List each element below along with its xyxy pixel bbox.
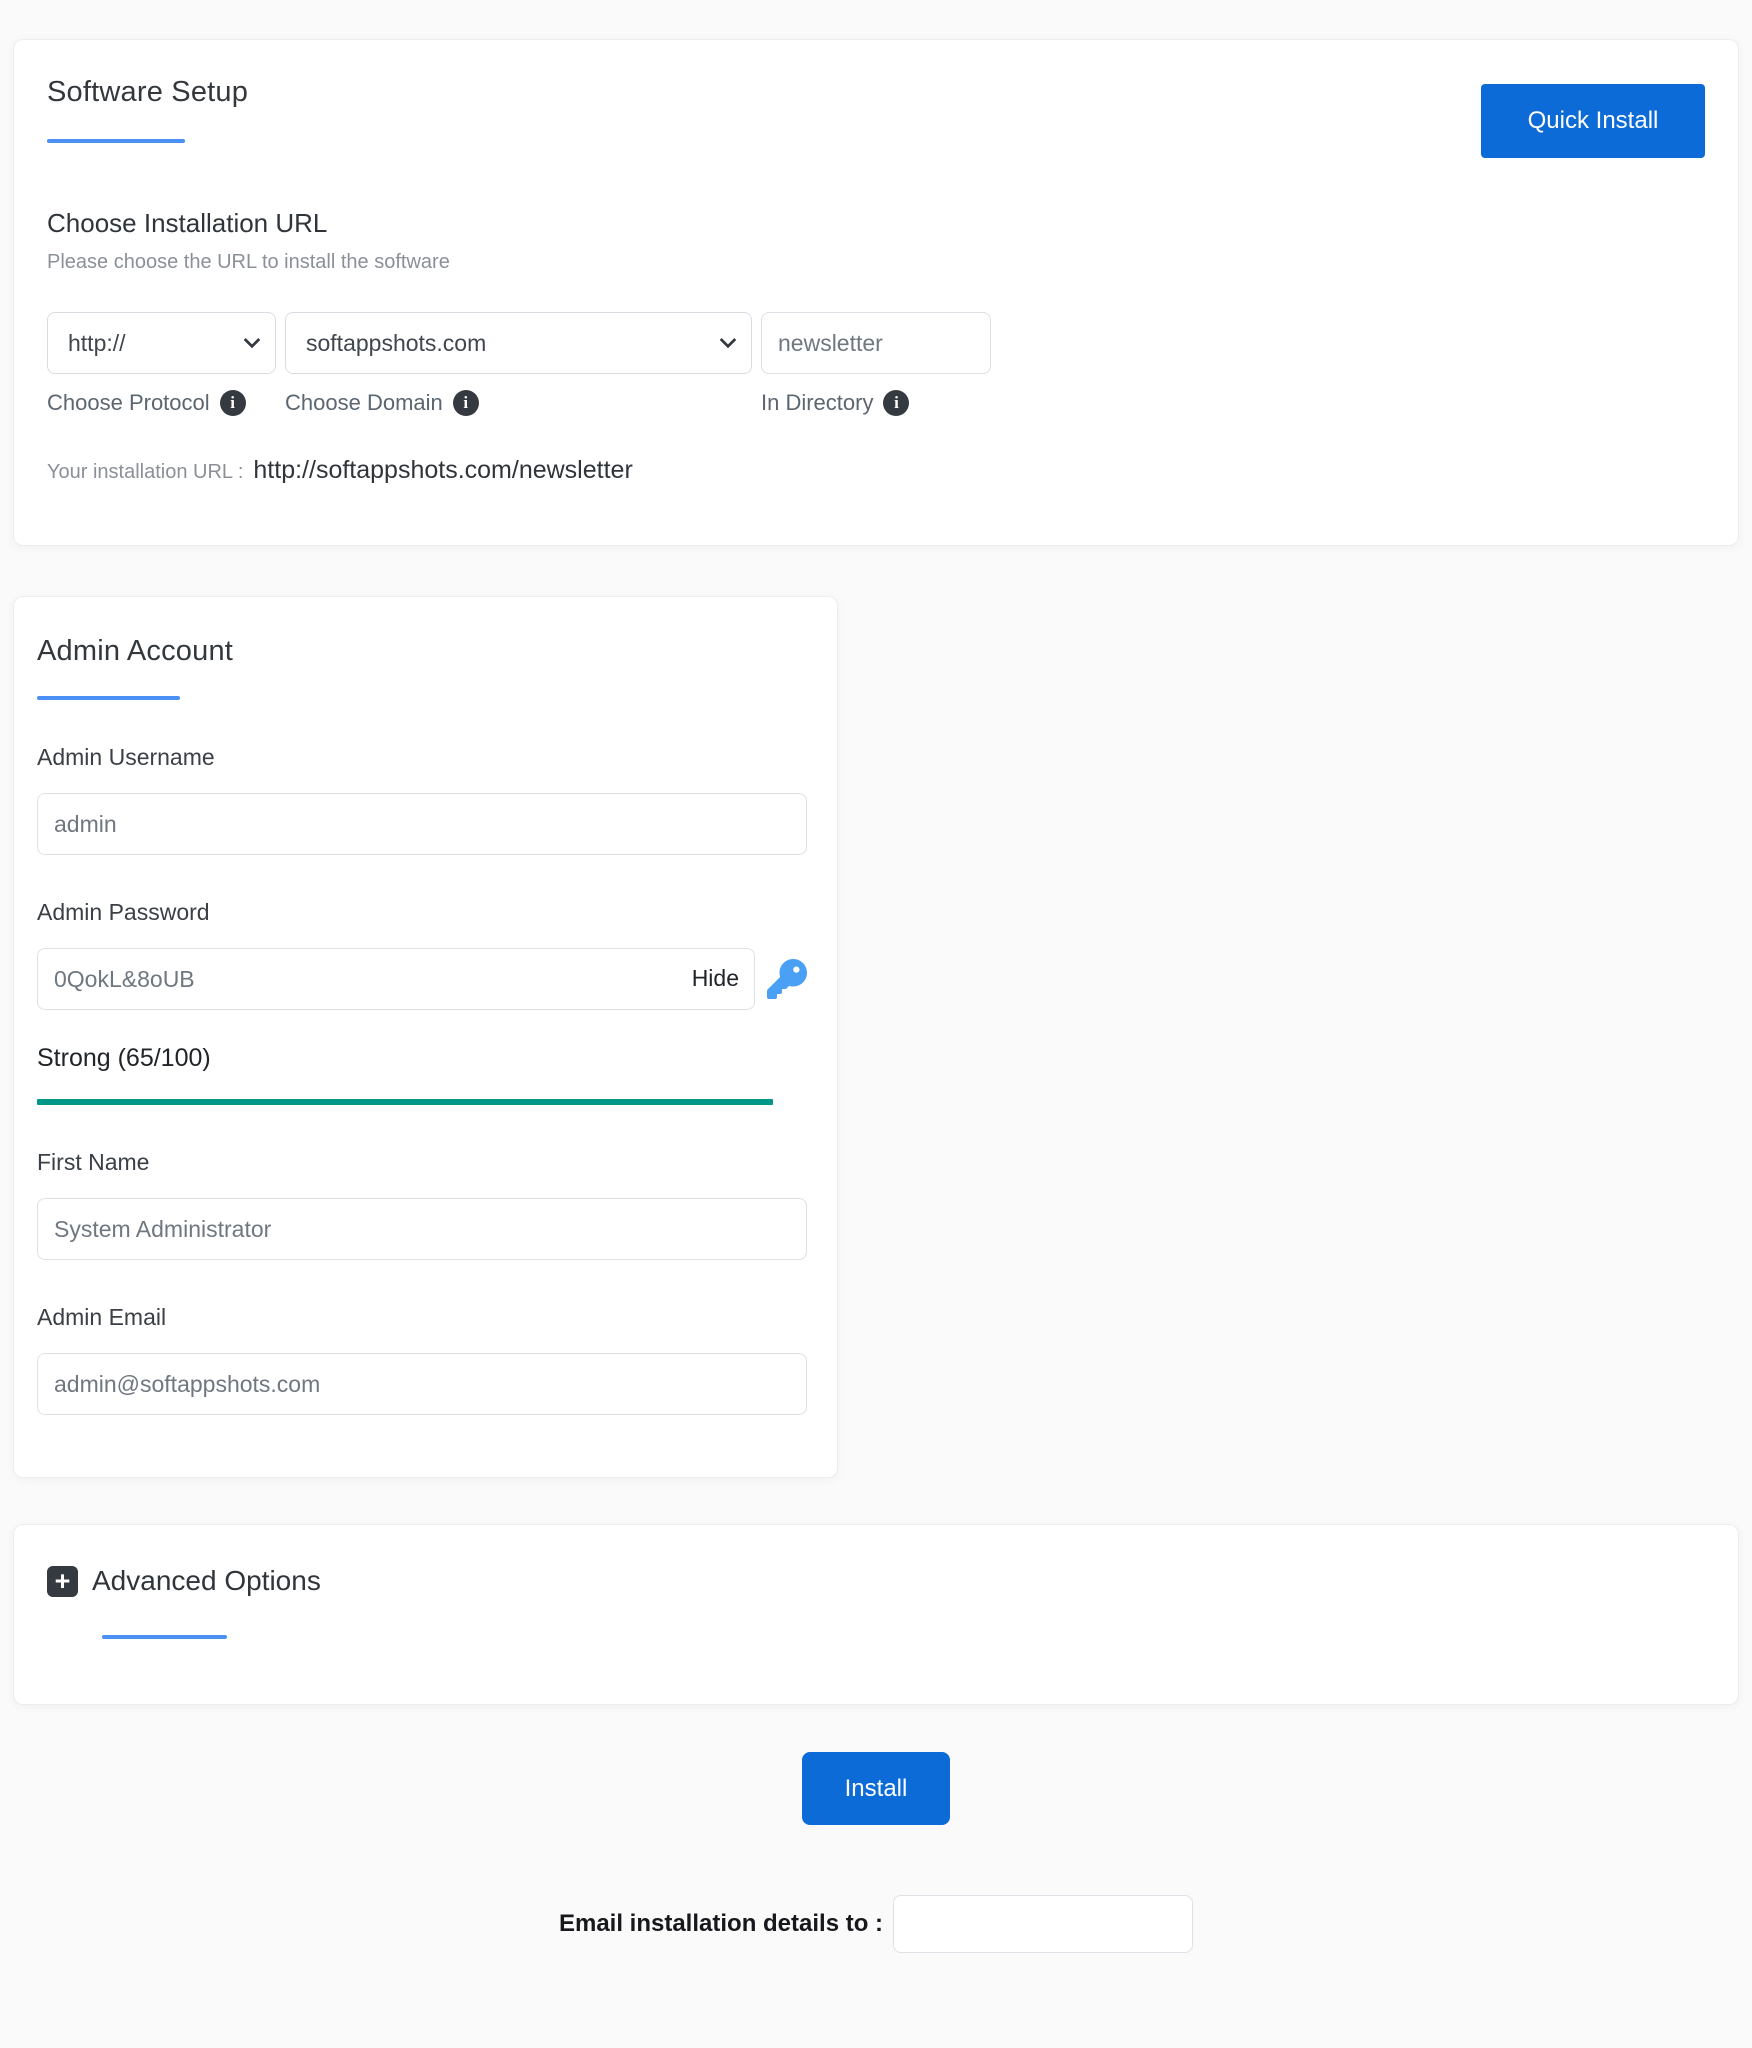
title-underline [47, 139, 185, 143]
protocol-select-wrap [47, 312, 276, 374]
installation-url-result-value: http://softappshots.com/newsletter [253, 456, 633, 484]
email-details-row [0, 1895, 1752, 2048]
software-setup-title-block [47, 76, 248, 143]
first-name-label: First Name [37, 1149, 150, 1175]
info-icon[interactable]: i [220, 390, 246, 416]
install-row [0, 1752, 1752, 1825]
admin-password-row [37, 948, 807, 1010]
admin-username-input[interactable] [37, 793, 807, 855]
choose-installation-url-heading: Choose Installation URL [47, 208, 328, 238]
installation-url-result [47, 456, 1705, 485]
in-directory-label: In Directory [761, 390, 874, 415]
admin-account-card [13, 596, 838, 1478]
choose-domain-label: Choose Domain [285, 390, 443, 415]
software-setup-card [13, 39, 1739, 546]
admin-email-input[interactable] [37, 1353, 807, 1415]
advanced-options-card [13, 1524, 1739, 1705]
admin-username-label: Admin Username [37, 744, 215, 770]
choose-protocol-label: Choose Protocol [47, 390, 210, 415]
in-directory-label-group [761, 390, 991, 416]
expand-plus-icon[interactable]: + [47, 1566, 78, 1597]
info-icon[interactable]: i [883, 390, 909, 416]
domain-select[interactable] [285, 312, 752, 374]
choose-domain-label-group [285, 390, 752, 416]
advanced-options-toggle[interactable] [47, 1565, 1705, 1597]
advanced-options-title: Advanced Options [92, 1565, 321, 1596]
password-strength-text: Strong (65/100) [37, 1044, 211, 1072]
first-name-input[interactable] [37, 1198, 807, 1260]
installation-url-fields [47, 312, 1705, 374]
admin-password-label: Admin Password [37, 899, 210, 925]
admin-email-label: Admin Email [37, 1304, 167, 1330]
directory-input[interactable] [761, 312, 991, 374]
choose-installation-url-subtitle: Please choose the URL to install the software [47, 251, 450, 273]
installation-url-result-label: Your installation URL : [47, 461, 244, 483]
email-details-input[interactable] [893, 1895, 1193, 1953]
title-underline [37, 696, 180, 700]
directory-field-wrap [761, 312, 991, 374]
installation-url-field-labels [47, 390, 1705, 416]
hide-password-toggle[interactable]: Hide [691, 965, 739, 991]
admin-password-field-wrap [37, 948, 755, 1010]
choose-protocol-label-group [47, 390, 276, 416]
quick-install-button[interactable]: Quick Install [1481, 84, 1705, 158]
admin-account-title: Admin Account [37, 635, 234, 667]
generate-password-key-icon[interactable] [767, 959, 807, 999]
password-strength-bar [37, 1099, 773, 1105]
software-setup-header [47, 76, 1705, 158]
info-icon[interactable]: i [453, 390, 479, 416]
protocol-select[interactable] [47, 312, 276, 374]
domain-select-wrap [285, 312, 752, 374]
email-details-label: Email installation details to : [558, 1910, 884, 1937]
software-setup-title: Software Setup [47, 76, 249, 108]
install-button[interactable]: Install [802, 1752, 950, 1825]
admin-password-input[interactable] [37, 948, 755, 1010]
title-underline [102, 1635, 227, 1639]
